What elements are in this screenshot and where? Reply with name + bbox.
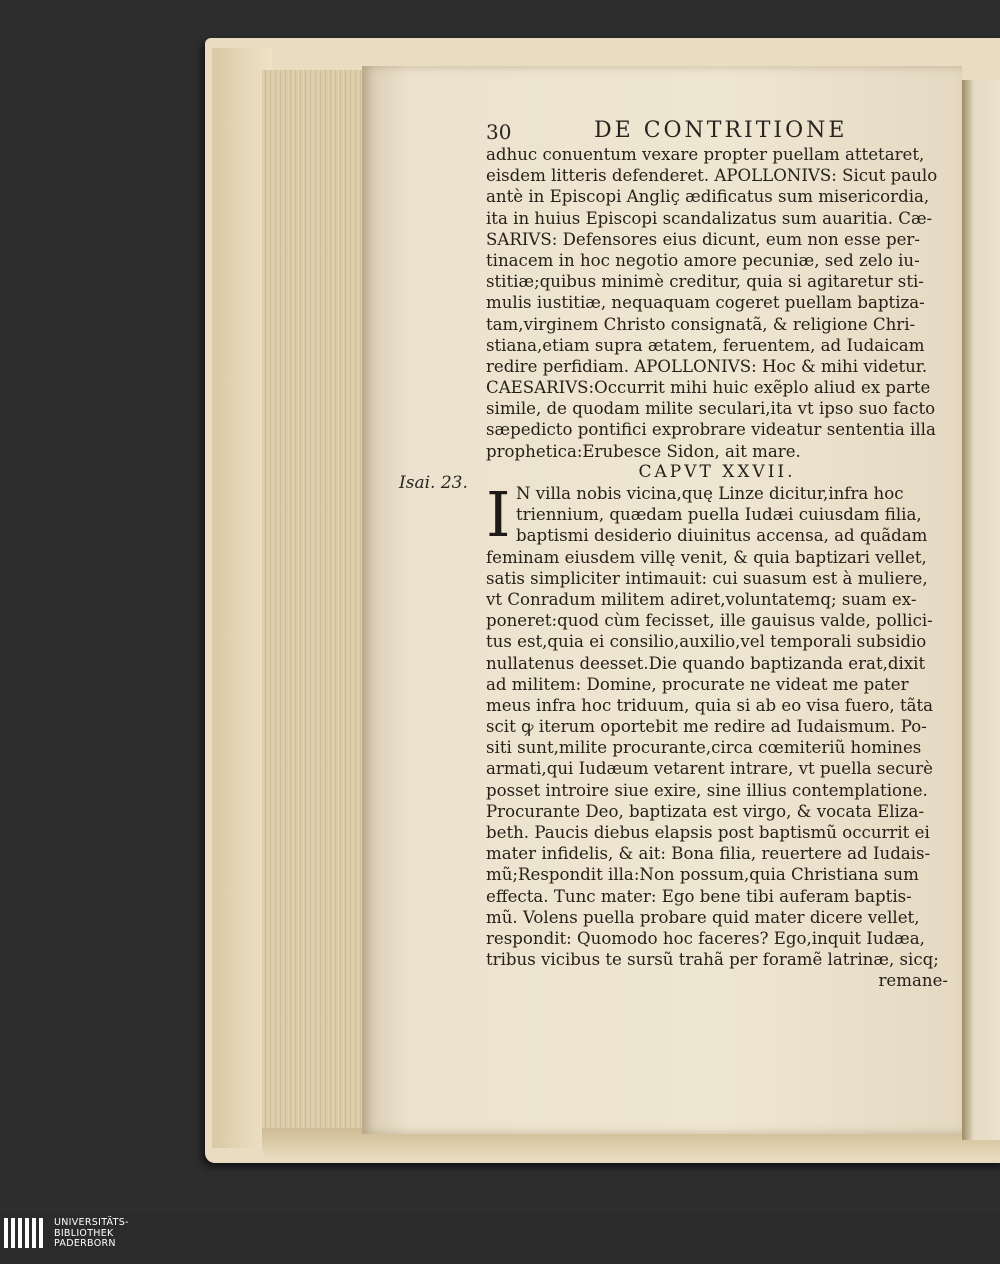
text-line: antè in Episcopi Angliç ædificatus sum misericordia, — [486, 187, 930, 207]
text-line: Procurante Deo, baptizata est virgo, & vocata Eliza- — [486, 801, 925, 821]
dropcap-initial: I — [486, 478, 511, 551]
text-line: posset introire siue exire, sine illius contemplatione. — [486, 780, 928, 800]
text-line: feminam eiusdem villę venit, & quia baptizari vellet, — [486, 547, 927, 567]
footer-bar — [0, 1214, 1000, 1264]
text-line: ita in huius Episcopi scandalizatus sum auaritia. Cæ- — [486, 208, 933, 228]
text-line: beth. Paucis diebus elapsis post baptismũ occurrit ei — [486, 823, 930, 842]
text-line: nullatenus deesset.Die quando baptizanda erat,dixit — [486, 653, 926, 673]
text-line: prophetica:Erubesce Sidon, ait mare. — [486, 441, 801, 461]
logo-line: PADERBORN — [54, 1238, 116, 1249]
text-line: tus est,quia ei consilio,auxilio,vel temporali subsidio — [486, 632, 927, 652]
facing-page-edge — [962, 80, 1000, 1140]
text-line: triennium, quædam puella Iudæi cuiusdam filia, — [516, 505, 922, 525]
text-line: baptismi desiderio diuinitus accensa, ad quãdam — [516, 526, 928, 546]
text-line: mater infidelis, & ait: Bona filia, reuertere ad Iudais- — [486, 844, 931, 864]
text-line: meus infra hoc triduum, quia si ab eo visa fuero, tãta — [486, 695, 934, 715]
text-line: poneret:quod cùm fecisset, ille gauisus valde, pollici- — [486, 611, 933, 631]
dropcap-paragraph — [486, 478, 948, 551]
text-line: eisdem litteris defenderet. APOLLONIVS: Sicut paulo — [486, 166, 938, 186]
running-title: DE CONTRITIONE — [594, 118, 848, 143]
text-line: N villa nobis vicina,quę Linze dicitur,infra hoc — [516, 484, 904, 503]
text-line: siti sunt,milite procurante,circa cœmiteriũ homines — [486, 738, 922, 758]
text-line: mũ;Respondit illa:Non possum,quia Christiana sum — [486, 865, 919, 885]
text-line: mulis iustitiæ, nequaquam cogeret puellam baptiza- — [486, 293, 925, 313]
text-line: ad militem: Domine, procurate ne videat me pater — [486, 674, 909, 694]
page-number: 30 — [486, 120, 512, 144]
library-logo-text — [54, 1218, 129, 1250]
text-line: scit ꝙ iterum oportebit me redire ad Iudaismum. Po- — [486, 717, 927, 737]
text-line: stitiæ;quibus minimè creditur, quia si agitaretur sti- — [486, 272, 924, 292]
text-line: tam,virginem Christo consignatã, & religione Chri- — [486, 314, 916, 334]
text-line: sæpedicto pontifici exprobrare videatur sententia illa — [486, 420, 936, 440]
text-line: redire perfidiam. APOLLONIVS: Hoc & mihi videtur. — [486, 356, 928, 376]
logo-line: BIBLIOTHEK — [54, 1227, 114, 1239]
text-line: stiana,etiam supra ætatem, feruentem, ad Iudaicam — [486, 335, 925, 355]
text-line: SARIVS: Defensores eius dicunt, eum non esse per- — [486, 229, 920, 249]
text-line: tinacem in hoc negotio amore pecuniæ, sed zelo iu- — [486, 250, 920, 270]
text-line: vt Conradum militem adiret,voluntatemq; suam ex- — [486, 589, 917, 609]
text-line: adhuc conuentum vexare propter puellam attetaret, — [486, 145, 925, 164]
library-logo-icon — [4, 1218, 48, 1248]
text-line: effecta. Tunc mater: Ego bene tibi auferam baptis- — [486, 886, 912, 906]
text-line: armati,qui Iudæum vetarent intrare, vt puella securè — [486, 759, 933, 779]
margin-note: Isai. 23. — [399, 473, 468, 493]
page-edges — [262, 70, 364, 1130]
text-line: CAESARIVS:Occurrit mihi huic exẽplo aliud ex parte — [486, 378, 931, 398]
body-text — [486, 144, 948, 992]
text-line: satis simpliciter intimauit: cui suasum est à muliere, — [486, 568, 928, 588]
chapter-heading: CAPVT XXVII. — [638, 461, 796, 482]
text-line: mũ. Volens puella probare quid mater dicere vellet, — [486, 907, 920, 927]
logo-line: UNIVERSITÄTS- — [54, 1217, 129, 1228]
text-line: tribus vicibus te sursũ trahã per foramẽ latrinæ, sicq; — [486, 950, 939, 970]
catchword: remane- — [878, 971, 948, 991]
text-line: respondit: Quomodo hoc faceres? Ego,inquit Iudæa, — [486, 928, 925, 948]
text-line: simile, de quodam milite seculari,ita vt ipso suo facto — [486, 399, 936, 419]
